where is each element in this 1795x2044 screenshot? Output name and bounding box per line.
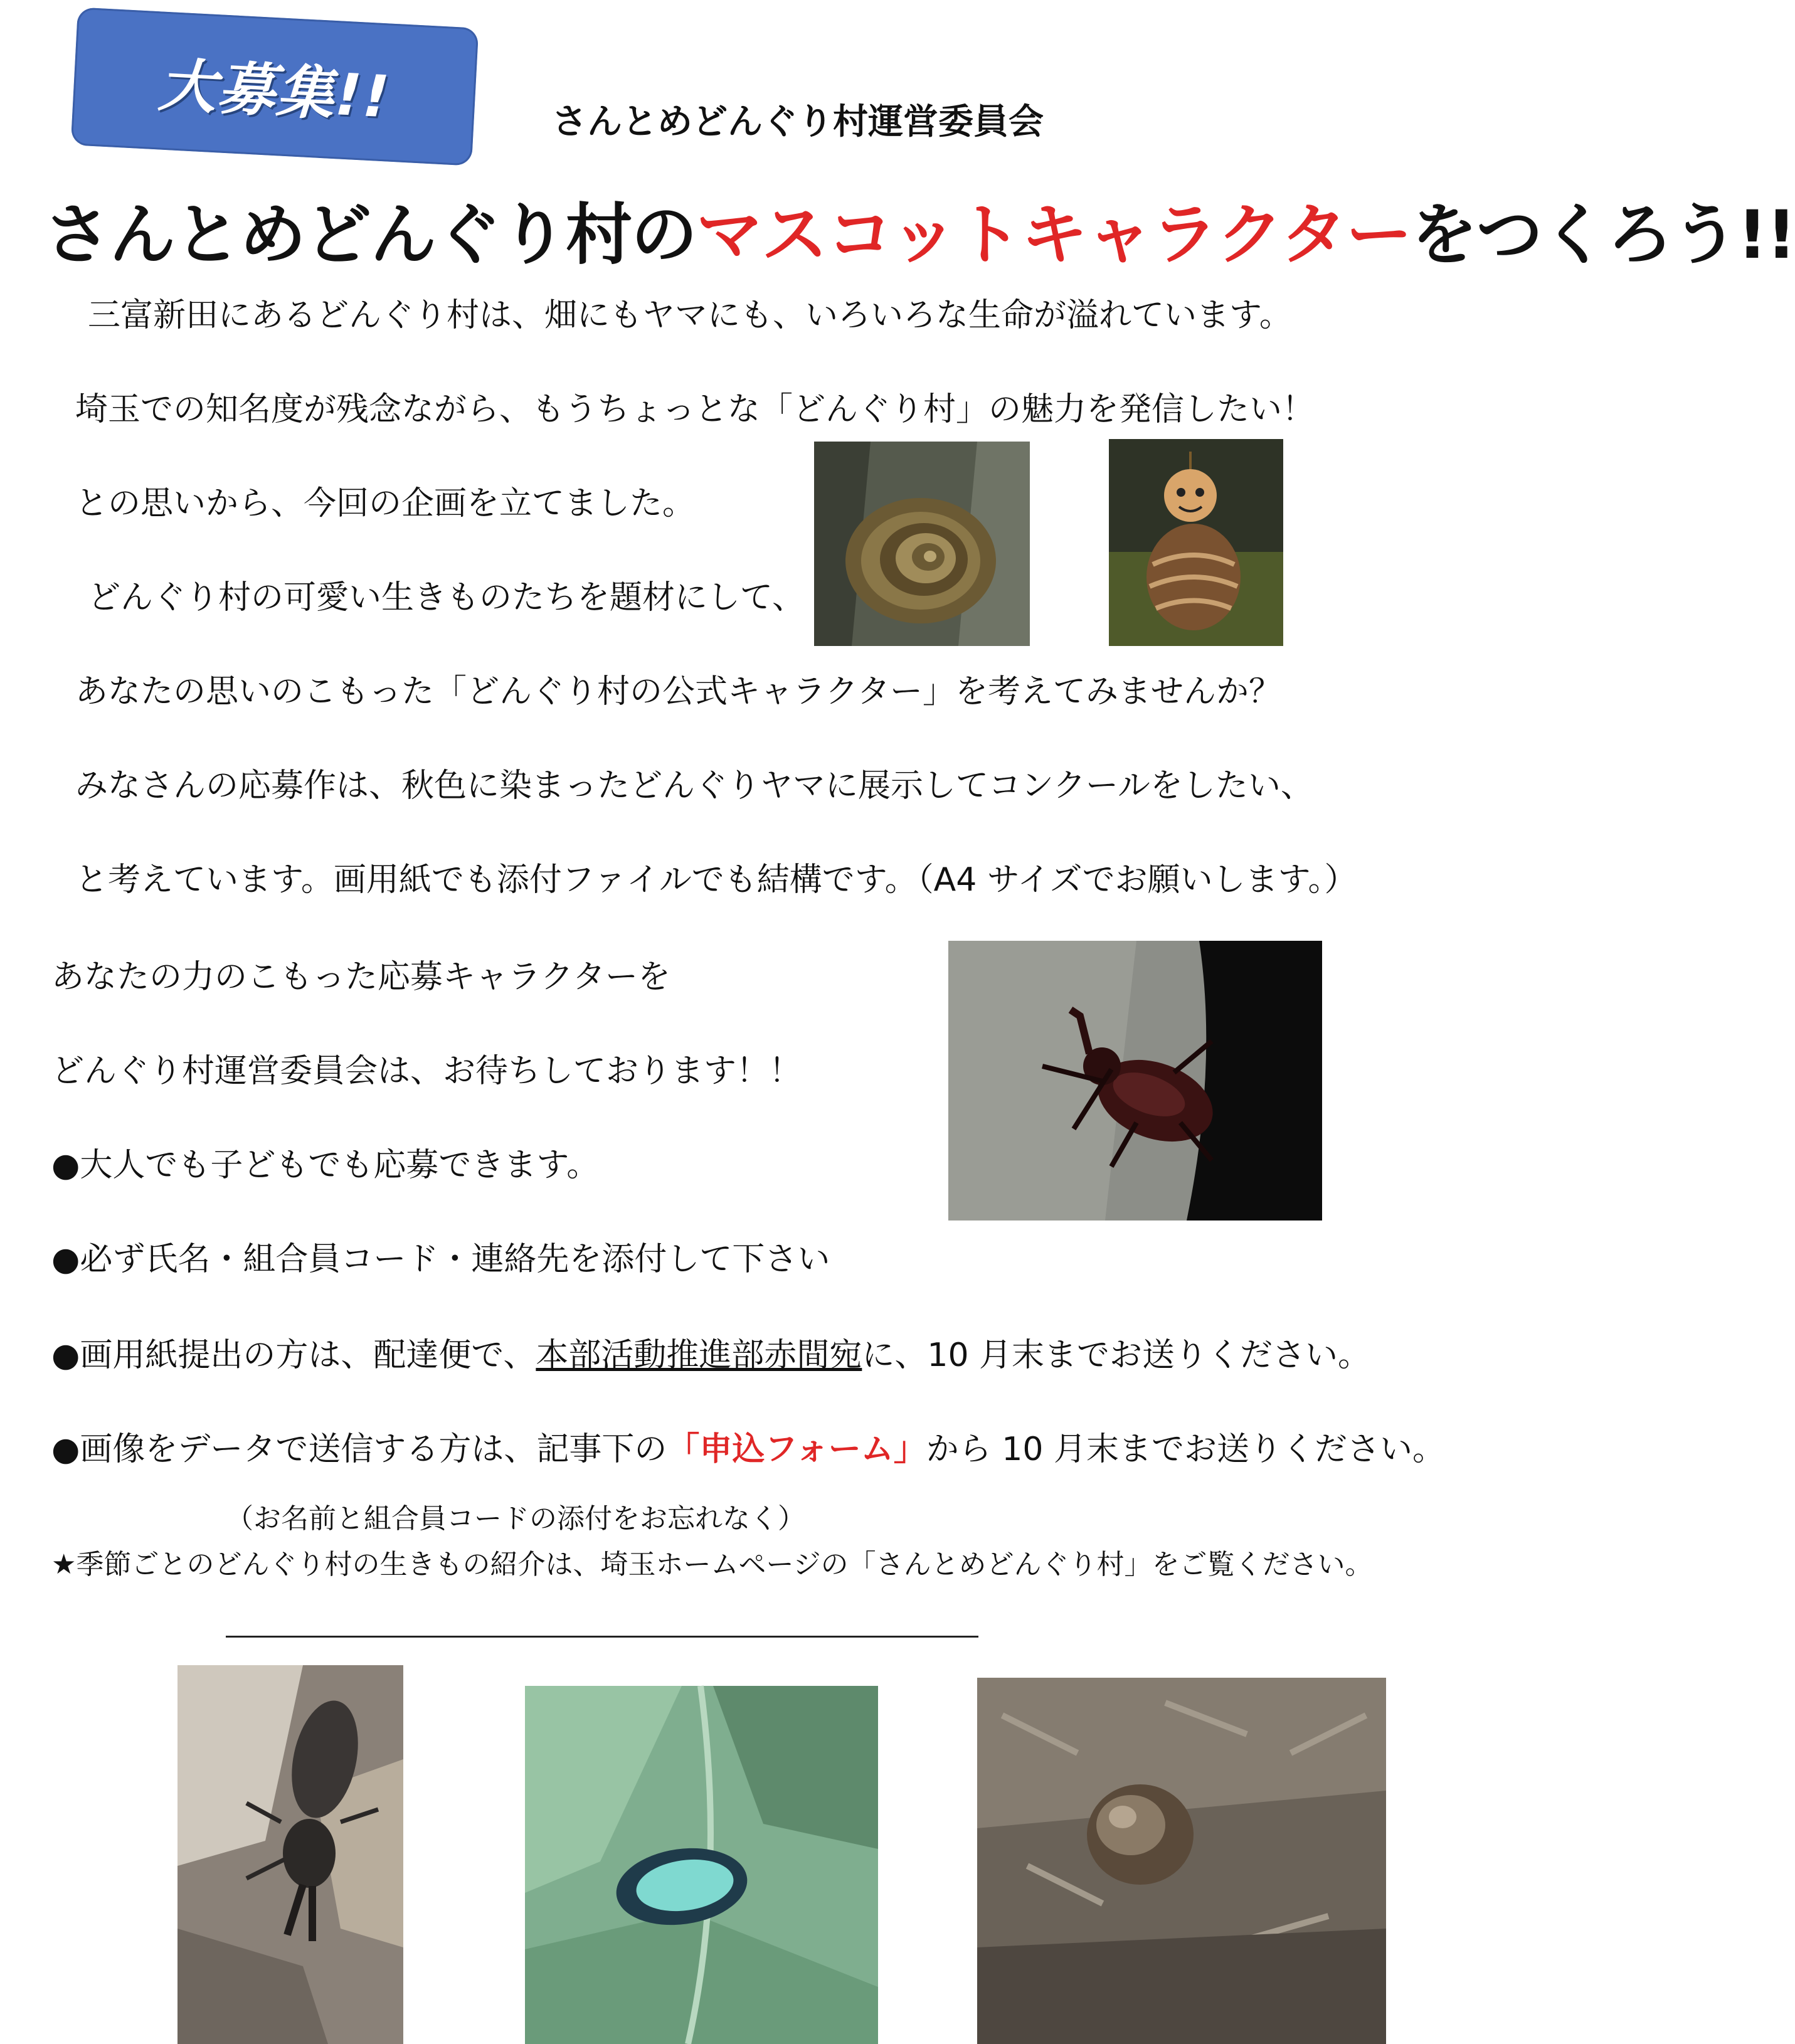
bullet-data-pre: ●画像をデータで送信する方は、記事下の <box>51 1431 667 1468</box>
stag-beetle-photo <box>177 1665 403 2044</box>
attachment-note: （お名前と組合員コードの添付をお忘れなく） <box>226 1503 805 1535</box>
bullet-paper-pre: ●画用紙提出の方は、配達便で、 <box>51 1337 536 1374</box>
bullet-data-post: から 10 月末までお送りください。 <box>926 1431 1446 1468</box>
headline <box>44 182 1795 277</box>
bullet-data-submission <box>51 1422 1445 1469</box>
season-intro-note: ★季節ごとのどんぐり村の生きもの紹介は、埼玉ホームページの「さんとめどんぐり村」をご覧ください。 <box>51 1549 1373 1581</box>
headline-post: をつくろう!! <box>1411 196 1795 273</box>
bullet-paper-submission <box>51 1328 1370 1375</box>
rhinoceros-beetle-photo <box>948 941 1322 1221</box>
body-line-9: どんぐり村運営委員会は、お待ちしております！！ <box>51 1052 802 1090</box>
divider <box>226 1636 978 1638</box>
body-line-6: みなさんの応募作は、秋色に染まったどんぐりヤマに展示してコンクールをしたい、 <box>75 767 1313 805</box>
green-beetle-photo <box>525 1686 878 2044</box>
body-line-3: との思いから、今回の企画を立てました。 <box>75 485 696 522</box>
headline-pre: さんとめどんぐり村の <box>44 196 696 273</box>
body-line-4: どんぐり村の可愛い生きものたちを題材にして、 <box>88 579 805 617</box>
badge-text: 大募集!! <box>157 51 393 131</box>
headline-highlight: マスコットキャラクター <box>696 196 1411 273</box>
body-line-5: あなたの思いのこもった「どんぐり村の公式キャラクター」を考えてみませんか？ <box>75 673 1281 711</box>
body-line-7: と考えています。画用紙でも添付ファイルでも結構です。（A4 サイズでお願いします。） <box>75 861 1357 899</box>
organizer-name: さんとめどんぐり村運営委員会 <box>552 102 1044 142</box>
bullet-eligibility: ●大人でも子どもでも応募できます。 <box>51 1146 600 1184</box>
bullet-paper-post: に、10 月末までお送りください。 <box>862 1337 1371 1374</box>
bullet-attach-info: ●必ず氏名・組合員コード・連絡先を添付して下さい <box>51 1241 830 1278</box>
bullet-paper-address: 本部活動推進部赤間宛 <box>536 1337 862 1374</box>
acorn-photo <box>977 1678 1386 2044</box>
snail-photo <box>814 442 1030 646</box>
body-line-1: 三富新田にあるどんぐり村は、畑にもヤマにも、いろいろな生命が溢れています。 <box>88 297 1292 334</box>
recruitment-badge <box>71 7 479 166</box>
pinecone-doll-photo <box>1109 439 1283 646</box>
application-form-link[interactable]: 「申込フォーム」 <box>667 1431 926 1468</box>
body-line-8: あなたの力のこもった応募キャラクターを <box>51 958 670 996</box>
body-line-2: 埼玉での知名度が残念ながら、もうちょっとな「どんぐり村」の魅力を発信したい！ <box>75 391 1315 428</box>
